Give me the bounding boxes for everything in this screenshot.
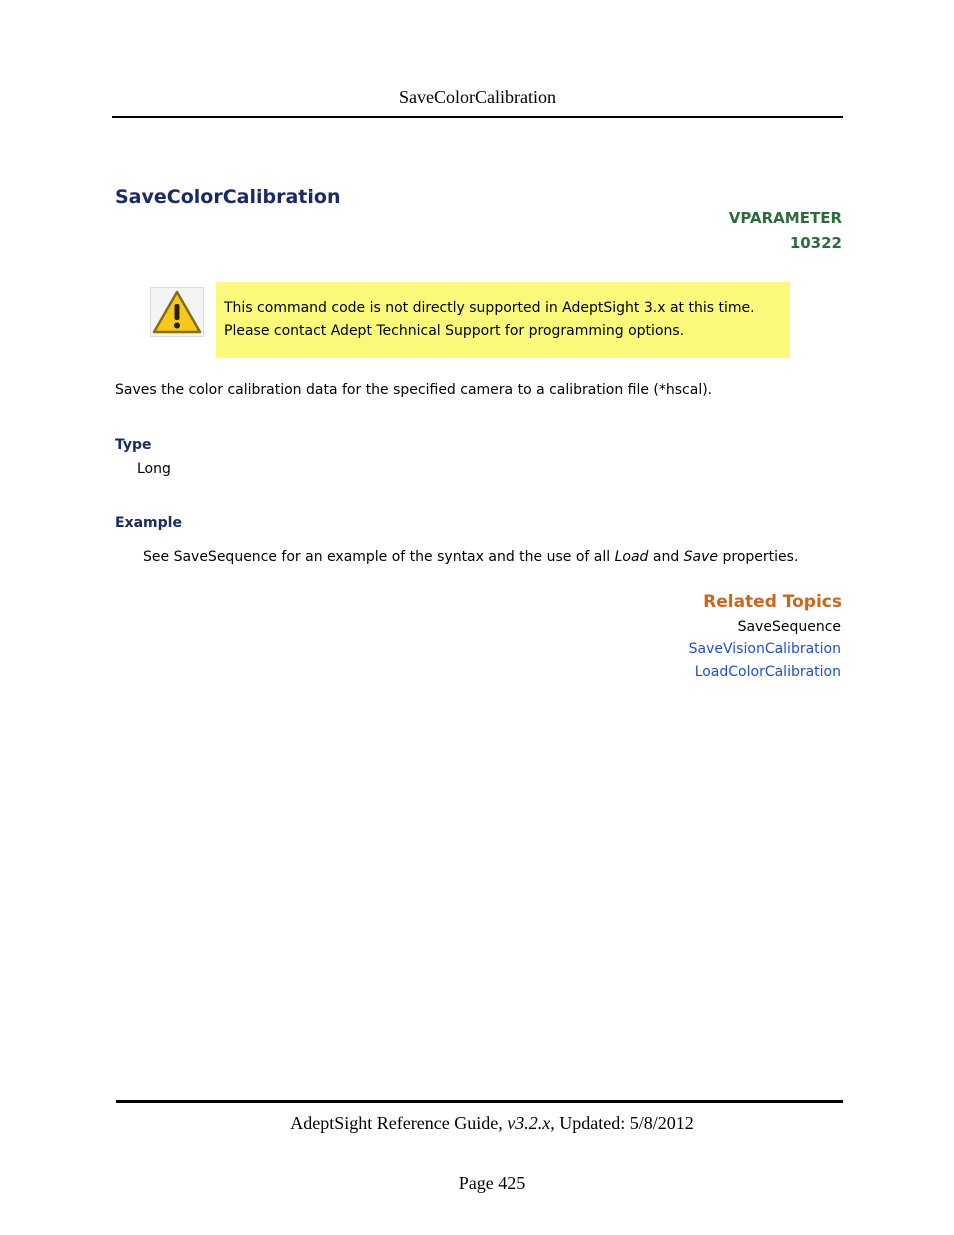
related-link-savevisioncalibration[interactable]: SaveVisionCalibration [688,641,841,657]
example-heading: Example [115,515,182,531]
description: Saves the color calibration data for the specified camera to a calibration file (*hscal). [115,382,713,398]
related-link-loadcolorcalibration[interactable]: LoadColorCalibration [694,664,841,680]
related-item-savesequence: SaveSequence [737,619,841,635]
warning-note: This command code is not directly supported in AdeptSight 3.x at this time. Please contact Adept Technical Support for programming options. [216,282,790,358]
type-value: Long [137,461,171,477]
type-heading: Type [115,437,152,453]
vparameter-code: 10322 [789,234,842,252]
related-topics-heading: Related Topics [703,592,842,612]
header-divider [112,116,843,118]
vparameter-label: VPARAMETER [728,209,842,227]
page-title: SaveColorCalibration [115,186,341,208]
page-number: Page 425 [458,1173,526,1193]
footer-guide-line: AdeptSight Reference Guide, v3.2.x, Updated: 5/8/2012 [290,1113,694,1133]
save-term: Save [683,549,719,565]
example-text: See SaveSequence for an example of the syntax and the use of all Load and Save properties. [143,549,799,565]
load-term: Load [614,549,649,565]
running-header: SaveColorCalibration [399,87,556,107]
warning-icon [150,287,204,337]
footer-divider [116,1100,843,1103]
